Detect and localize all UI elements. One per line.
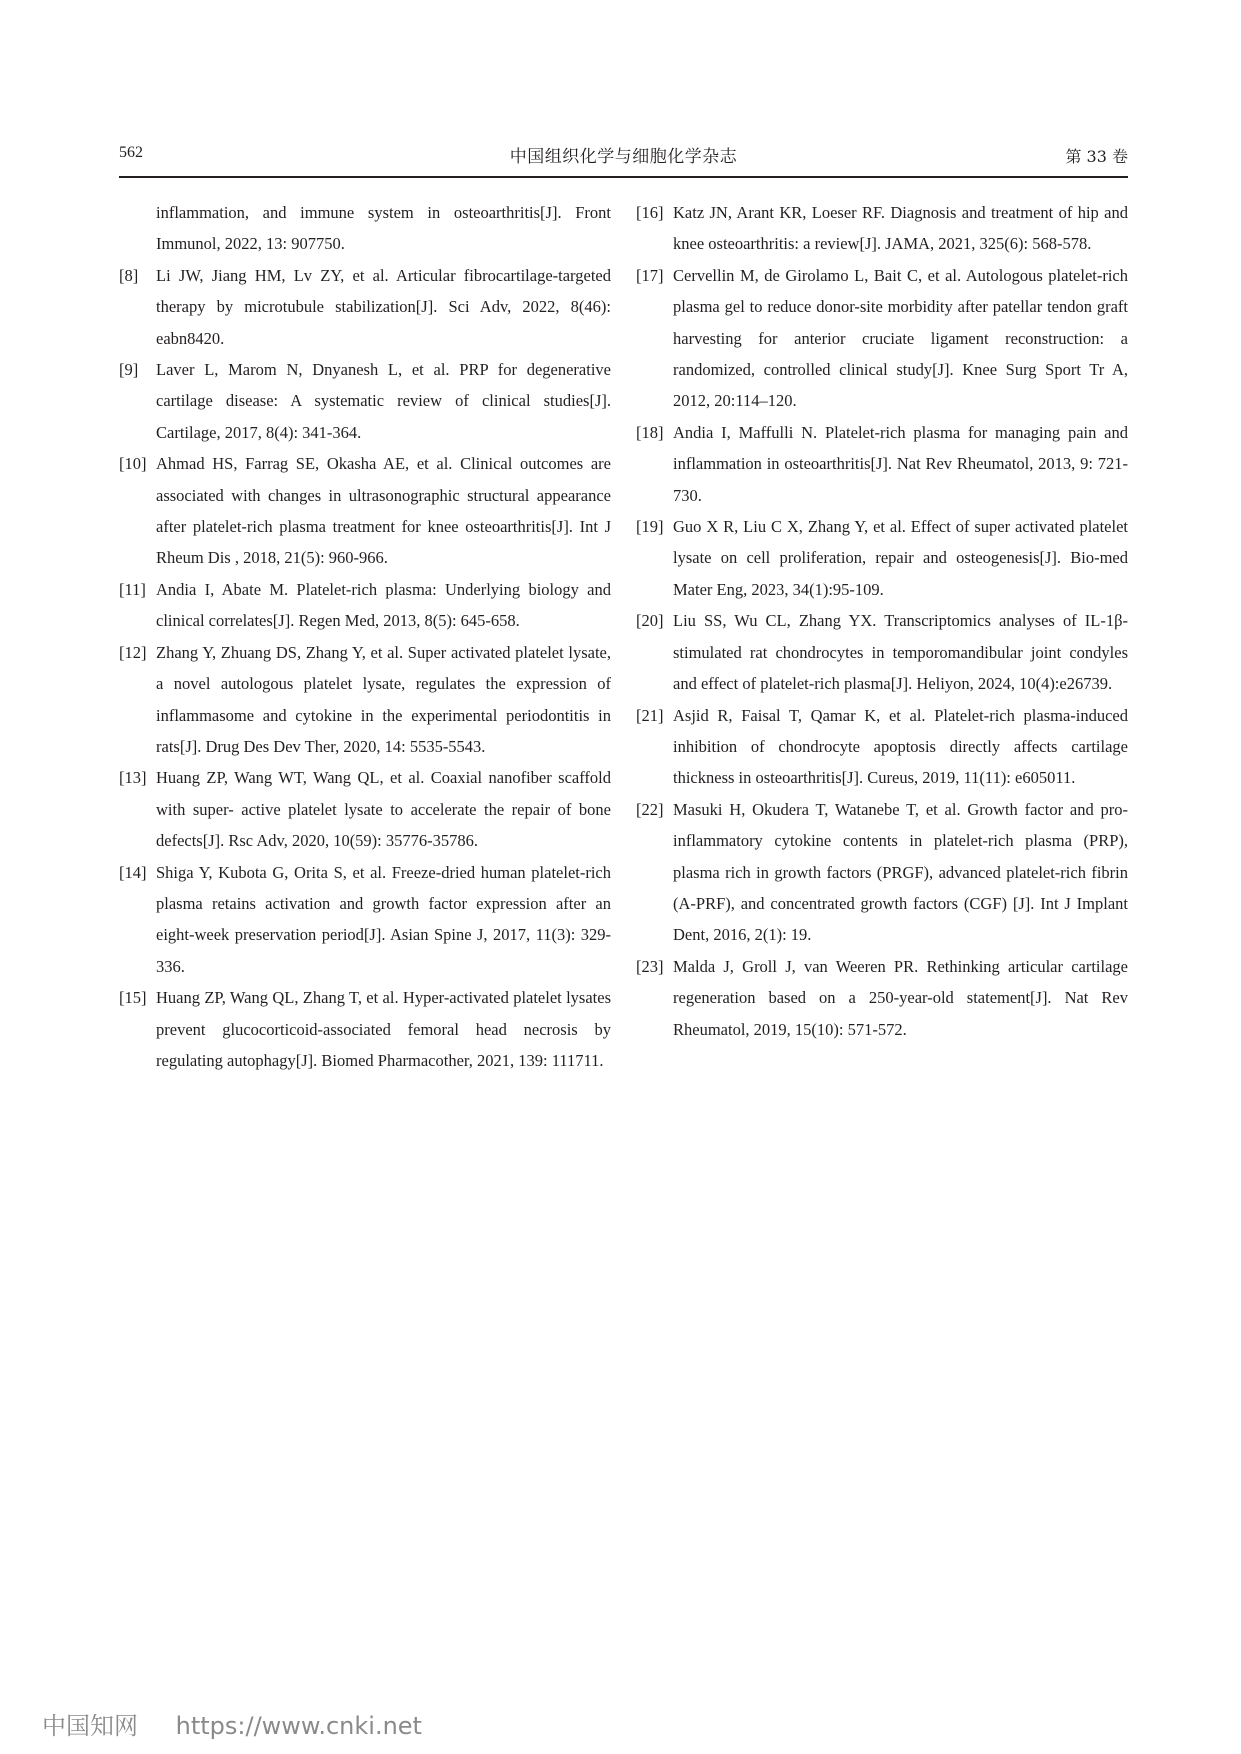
reference-number: [15] <box>119 988 147 1008</box>
reference-item <box>636 951 1128 1045</box>
reference-number: [23] <box>636 956 664 976</box>
reference-text: Laver L, Marom N, Dnyanesh L, et al. PRP for degenerative cartilage disease: A systematic review of clinical studies[J]. Cartilage, 2017, 8(4): 341-364. <box>156 360 611 442</box>
reference-number: [17] <box>636 265 664 285</box>
right-reference-list <box>636 197 1128 1045</box>
reference-text: Cervellin M, de Girolamo L, Bait C, et al. Autologous platelet-rich plasma gel to reduce donor-site morbidity after patellar tendon graft harvesting for anterior cruciate ligament reconstruction: a randomized, controlled clinical study[J]. Knee Surg Sport Tr A, 2012, 20:114–120. <box>673 265 1128 411</box>
journal-title: 中国组织化学与细胞化学杂志 <box>509 147 738 167</box>
volume-label: 第 33 卷 <box>1065 147 1128 166</box>
reference-text: Masuki H, Okudera T, Watanebe T, et al. Growth factor and pro-inflammatory cytokine contents in platelet-rich plasma (PRP), plasma rich in growth factors (PRGF), advanced platelet-rich fibrin (A-PRF), and concentrated growth factors (CGF) [J]. Int J Implant Dent, 2016, 2(1): 19. <box>673 799 1128 945</box>
reference-text: Asjid R, Faisal T, Qamar K, et al. Platelet-rich plasma-induced inhibition of chondrocyte apoptosis directly affects cartilage thickness in osteoarthritis[J]. Cureus, 2019, 11(11): e605011. <box>673 705 1128 788</box>
reference-number: [10] <box>119 454 147 474</box>
reference-item <box>636 197 1128 260</box>
reference-number: [8] <box>119 265 139 285</box>
left-reference-list <box>119 260 611 1077</box>
reference-text: Li JW, Jiang HM, Lv ZY, et al. Articular fibrocartilage-targeted therapy by microtubule stabilization[J]. Sci Adv, 2022, 8(46): eabn8420. <box>156 265 611 348</box>
reference-text: Huang ZP, Wang WT, Wang QL, et al. Coaxial nanofiber scaffold with super- active platelet lysate to accelerate the repair of bone defects[J]. Rsc Adv, 2020, 10(59): 35776-35786. <box>156 768 611 851</box>
reference-continuation: inflammation, and immune system in osteoarthritis[J]. Front Immunol, 2022, 13: 907750. <box>156 203 611 254</box>
reference-item <box>119 354 611 448</box>
reference-item <box>636 700 1128 794</box>
reference-number: [19] <box>636 517 664 537</box>
reference-item <box>119 574 611 637</box>
reference-text: Guo X R, Liu C X, Zhang Y, et al. Effect of super activated platelet lysate on cell proliferation, repair and osteogenesis[J]. Bio-med Mater Eng, 2023, 34(1):95-109. <box>673 517 1128 599</box>
footer-watermark <box>42 1706 422 1741</box>
reference-item <box>119 857 611 983</box>
reference-text: Liu SS, Wu CL, Zhang YX. Transcriptomics analyses of IL-1β-stimulated rat chondrocytes in temporomandibular joint condyles and effect of platelet-rich plasma[J]. Heliyon, 2024, 10(4):e26739. <box>673 611 1128 694</box>
reference-item <box>636 605 1128 699</box>
reference-number: [9] <box>119 360 139 380</box>
reference-number: [11] <box>119 579 146 599</box>
reference-number: [18] <box>636 422 664 442</box>
right-column <box>636 197 1128 1045</box>
reference-text: Andia I, Abate M. Platelet-rich plasma: Underlying biology and clinical correlates[J]. Regen Med, 2013, 8(5): 645-658. <box>156 579 611 631</box>
reference-item <box>636 511 1128 605</box>
reference-number: [22] <box>636 799 664 819</box>
header-rule <box>119 176 1128 178</box>
reference-item <box>636 794 1128 951</box>
reference-text: Shiga Y, Kubota G, Orita S, et al. Freeze-dried human platelet-rich plasma retains activation and growth factor expression after an eight-week preservation period[J]. Asian Spine J, 2017, 11(3): 329-336. <box>156 862 611 976</box>
reference-item <box>636 260 1128 417</box>
left-column <box>119 197 611 1076</box>
cnki-url[interactable]: https://www.cnki.net <box>175 1712 422 1740</box>
cnki-brand: 中国知网 <box>42 1712 138 1740</box>
reference-text: Ahmad HS, Farrag SE, Okasha AE, et al. Clinical outcomes are associated with changes in ultrasonographic structural appearance after platelet-rich plasma treatment for knee osteoarthritis[J]. Int J Rheum Dis , 2018, 21(5): 960-966. <box>156 454 611 568</box>
reference-number: [13] <box>119 768 147 788</box>
reference-number: [21] <box>636 705 664 725</box>
reference-text: Malda J, Groll J, van Weeren PR. Rethinking articular cartilage regeneration based on a 250-year-old statement[J]. Nat Rev Rheumatol, 2019, 15(10): 571-572. <box>673 956 1128 1039</box>
reference-number: [14] <box>119 862 147 882</box>
reference-item <box>119 260 611 354</box>
reference-text: Katz JN, Arant KR, Loeser RF. Diagnosis and treatment of hip and knee osteoarthritis: a review[J]. JAMA, 2021, 325(6): 568-578. <box>673 203 1128 254</box>
reference-number: [12] <box>119 642 147 662</box>
reference-item <box>119 637 611 763</box>
reference-text: Huang ZP, Wang QL, Zhang T, et al. Hyper-activated platelet lysates prevent glucocorticoid-associated femoral head necrosis by regulating autophagy[J]. Biomed Pharmacother, 2021, 139: 111711. <box>156 988 611 1070</box>
reference-item <box>636 417 1128 511</box>
reference-item <box>119 762 611 856</box>
reference-text: Andia I, Maffulli N. Platelet-rich plasma for managing pain and inflammation in osteoarthritis[J]. Nat Rev Rheumatol, 2013, 9: 721-730. <box>673 422 1128 505</box>
reference-item <box>119 982 611 1076</box>
reference-number: [20] <box>636 611 664 631</box>
reference-text: Zhang Y, Zhuang DS, Zhang Y, et al. Super activated platelet lysate, a novel autologous platelet lysate, regulates the expression of inflammasome and cytokine in the experimental periodontitis in rats[J]. Drug Des Dev Ther, 2020, 14: 5535-5543. <box>156 642 611 756</box>
reference-item <box>119 448 611 574</box>
page-number: 562 <box>119 144 143 161</box>
reference-number: [16] <box>636 203 664 222</box>
running-header <box>119 144 1128 176</box>
